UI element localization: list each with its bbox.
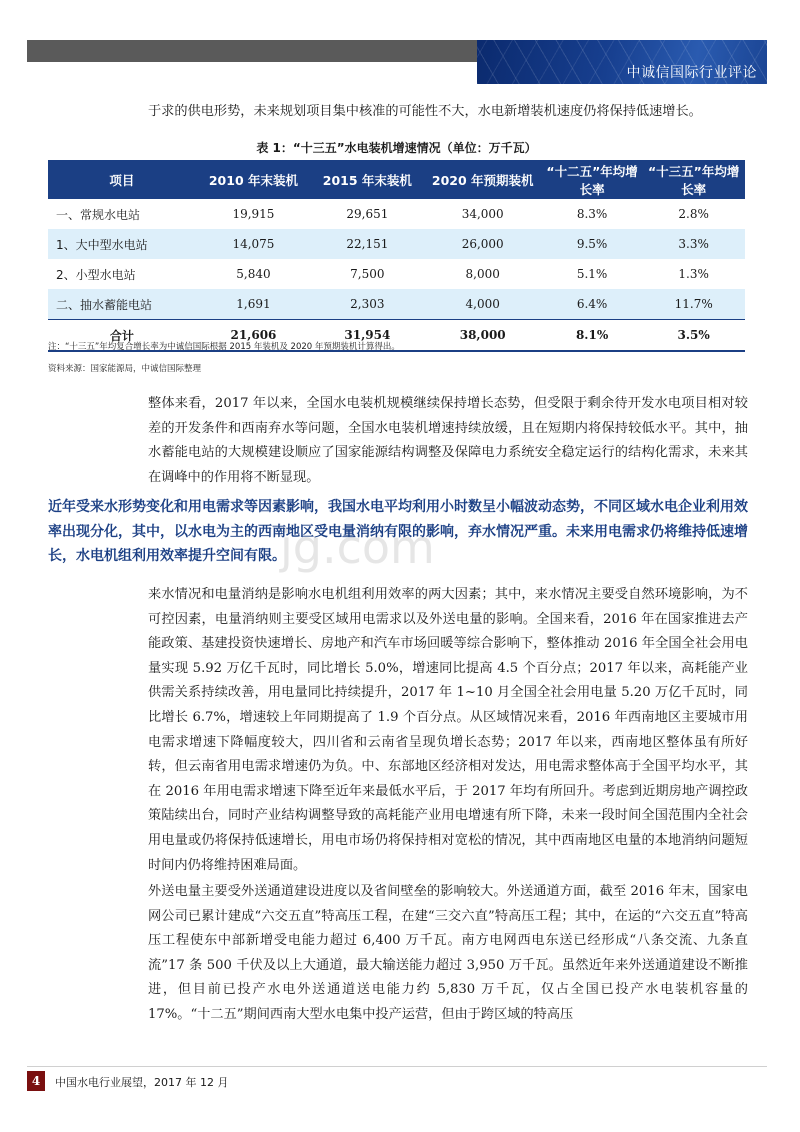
table-caption: 表 1：“十三五”水电装机增速情况（单位：万千瓦） bbox=[256, 141, 537, 155]
cell: 8.1% bbox=[542, 320, 643, 352]
col-header: 2010 年末装机 bbox=[196, 160, 311, 199]
cell: 4,000 bbox=[424, 289, 542, 320]
footer-text: 中国水电行业展望，2017 年 12 月 bbox=[55, 1076, 229, 1089]
cell: 9.5% bbox=[542, 229, 643, 259]
col-header: 2015 年末装机 bbox=[311, 160, 424, 199]
table-row bbox=[48, 289, 745, 320]
hydropower-table bbox=[48, 160, 745, 352]
watermark: jg.com bbox=[280, 520, 435, 574]
cell: 7,500 bbox=[350, 267, 385, 281]
paragraph-demand: 来水情况和电量消纳是影响水电机组利用效率的两大因素；其中，来水情况主要受自然环境影响，为不可控因素，电量消纳则主要受区域用电需求以及外送电量的影响。全国来看，2016 年在国家推进去产能政策、基建投资快速增长、房地产和汽车市场回暖等综合影响下，整体推动 2016 年全国全社会用电量实现 5.92 万亿千瓦时，同比增长 5.0%，增速同比提高 4.5 个百分点；2017 年以来，高耗能产业供需关系持续改善，用电量同比持续提升，2017 年 1~10 月全国全社会用电量 5.20 万亿千瓦时，同比增长 6.7%，增速较上年同期提高了 1.9 个百分点。从区域情况来看，2016 年西南地区主要城市用电需求增速下降幅度较大，四川省和云南省呈现负增长态势；2017 年以来，西南地区整体虽有所好转，但云南省用电需求增速仍为负。中、东部地区经济相对发达，用电需求整体高于全国平均水平，其在 2016 年用电需求增速下降至近年来最低水平后，于 2017 年均有所回升。考虑到近期房地产调控政策陆续出台，同时产业结构调整导致的高耗能产业用电增速有所下降，未来一段时间全国范围内全社会用电量或仍将保持低速增长，用电市场仍将保持相对宽松的情况，其中西南地区电量的本地消纳问题短时间内仍将维持困难局面。 bbox=[148, 587, 748, 873]
cell: 一、常规水电站 bbox=[56, 207, 141, 222]
cell: 合计 bbox=[48, 320, 196, 352]
page-number: 4 bbox=[27, 1071, 45, 1091]
cell: 34,000 bbox=[461, 207, 504, 221]
cell: 1,691 bbox=[196, 289, 311, 320]
cell: 22,151 bbox=[311, 229, 424, 259]
col-header: “十三五”年均增长率 bbox=[642, 160, 745, 199]
highlight-summary: 近年受来水形势变化和用电需求等因素影响，我国水电平均利用小时数呈小幅波动态势，不同区域水电企业利用效率出现分化，其中，以水电为主的西南地区受电量消纳有限的影响，弃水情况严重。未来用电需求仍将维持低速增长，水电机组利用效率提升空间有限。 bbox=[48, 499, 748, 564]
col-header: 2020 年预期装机 bbox=[424, 160, 542, 199]
cell: 二、抽水蓄能电站 bbox=[48, 289, 196, 320]
cell: 8.3% bbox=[576, 207, 608, 221]
cell: 5.1% bbox=[576, 267, 608, 281]
col-header: “十二五”年均增长率 bbox=[542, 160, 643, 199]
cell: 1.3% bbox=[678, 267, 709, 281]
table-source: 资料来源：国家能源局，中诚信国际整理 bbox=[48, 364, 202, 374]
cell: 2,303 bbox=[311, 289, 424, 320]
paragraph-transmission: 外送电量主要受外送通道建设进度以及省间壁垒的影响较大。外送通道方面，截至 2016 年末，国家电网公司已累计建成“六交五直”特高压工程，在建“三交六直”特高压工程；其中，在运的“六交五直”特高压工程使东中部新增受电能力超过 6,400 万千瓦。南方电网西电东送已经形成“八条交流、九条直流”17 条 500 千伏及以上大通道，最大输送能力超过 3,950 万千瓦。虽然近年来外送通道建设不断推进，但目前已投产水电外送通道送电能力约 5,830 万千瓦，仅占全国已投产水电装机容量的 17%。“十二五”期间西南大型水电集中投产运营，但由于跨区域的特高压 bbox=[148, 884, 748, 1022]
cell: 2、小型水电站 bbox=[56, 267, 136, 282]
cell: 6.4% bbox=[542, 289, 643, 320]
cell: 8,000 bbox=[465, 267, 500, 281]
cell: 3.3% bbox=[642, 229, 745, 259]
table-row bbox=[48, 199, 745, 229]
cell: 29,651 bbox=[346, 207, 389, 221]
page-footer bbox=[27, 1066, 767, 1091]
cell: 14,075 bbox=[196, 229, 311, 259]
cell: 2.8% bbox=[678, 207, 709, 221]
cell: 1、大中型水电站 bbox=[48, 229, 196, 259]
paragraph-overview: 整体来看，2017 年以来，全国水电装机规模继续保持增长态势，但受限于剩余待开发水电项目相对较差的开发条件和西南弃水等问题，全国水电装机增速持续放缓，且在短期内将保持较低水平。其中，抽水蓄能电站的大规模建设顺应了国家能源结构调整及保障电力系统安全稳定运行的结构化需求，未来其在调峰中的作用将不断显现。 bbox=[148, 396, 748, 485]
cell: 31,954 bbox=[311, 320, 424, 352]
cell: 11.7% bbox=[642, 289, 745, 320]
cell: 3.5% bbox=[642, 320, 745, 352]
cell: 26,000 bbox=[424, 229, 542, 259]
table-row bbox=[48, 259, 745, 289]
cell: 21,606 bbox=[196, 320, 311, 352]
cell: 19,915 bbox=[232, 207, 275, 221]
header-brand-banner bbox=[477, 40, 767, 84]
paragraph-intro: 于求的供电形势，未来规划项目集中核准的可能性不大，水电新增装机速度仍将保持低速增长。 bbox=[148, 104, 702, 119]
cell: 38,000 bbox=[424, 320, 542, 352]
col-header: 项目 bbox=[48, 160, 196, 199]
table-note: 注：“十三五”年均复合增长率为中诚信国际根据 2015 年装机及 2020 年预期装机计算得出。 bbox=[48, 342, 400, 352]
brand-title: 中诚信国际行业评论 bbox=[626, 65, 757, 81]
table-header-row bbox=[48, 160, 745, 199]
table-row bbox=[48, 229, 745, 259]
cell: 5,840 bbox=[236, 267, 271, 281]
